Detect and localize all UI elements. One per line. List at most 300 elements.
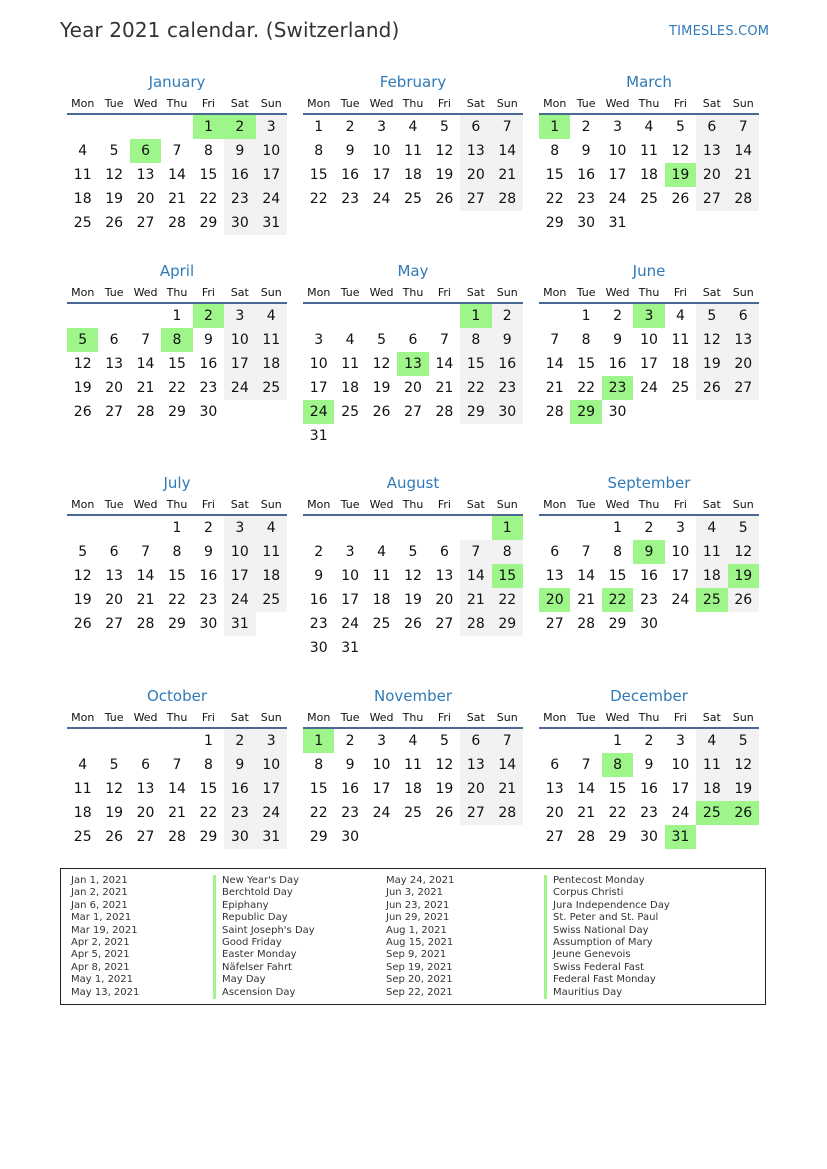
day-cell[interactable]: 12 (728, 540, 759, 564)
day-cell[interactable]: 18 (671, 356, 690, 372)
day-cell[interactable]: 12 (404, 568, 422, 584)
day-cell[interactable]: 28 (136, 616, 155, 632)
day-cell[interactable]: 10 (256, 753, 287, 777)
day-cell[interactable]: 8 (492, 540, 523, 564)
day-cell-holiday[interactable]: 9 (633, 540, 664, 564)
day-cell[interactable]: 29 (309, 829, 328, 845)
day-cell[interactable]: 11 (73, 167, 92, 183)
brand-link[interactable]: TIMESLES.COM (669, 24, 770, 39)
day-cell[interactable]: 31 (341, 640, 360, 656)
day-cell[interactable]: 10 (372, 757, 391, 773)
day-cell[interactable]: 20 (545, 805, 564, 821)
day-cell[interactable]: 16 (577, 167, 596, 183)
day-cell[interactable]: 2 (613, 308, 623, 324)
day-cell[interactable]: 13 (435, 568, 454, 584)
day-cell[interactable]: 26 (696, 376, 727, 400)
day-cell[interactable]: 1 (172, 520, 182, 536)
day-cell[interactable]: 27 (696, 187, 727, 211)
day-cell[interactable]: 20 (105, 380, 124, 396)
day-cell[interactable]: 26 (435, 805, 454, 821)
day-cell[interactable]: 13 (136, 167, 155, 183)
day-cell[interactable]: 11 (256, 328, 287, 352)
day-cell[interactable]: 26 (435, 191, 454, 207)
day-cell[interactable]: 16 (492, 352, 523, 376)
day-cell[interactable]: 16 (341, 167, 360, 183)
day-cell[interactable]: 6 (408, 332, 418, 348)
day-cell[interactable]: 10 (341, 568, 360, 584)
day-cell[interactable]: 21 (168, 805, 186, 821)
day-cell[interactable]: 19 (73, 380, 92, 396)
day-cell-holiday[interactable]: 8 (161, 328, 192, 352)
day-cell[interactable]: 4 (696, 516, 727, 540)
day-cell-holiday[interactable]: 19 (665, 163, 696, 187)
day-cell[interactable]: 27 (105, 616, 124, 632)
day-cell[interactable]: 8 (460, 328, 491, 352)
day-cell[interactable]: 3 (345, 544, 355, 560)
day-cell[interactable]: 19 (435, 167, 454, 183)
day-cell[interactable]: 8 (203, 757, 213, 773)
day-cell[interactable]: 28 (545, 404, 564, 420)
day-cell[interactable]: 21 (492, 777, 523, 801)
day-cell[interactable]: 20 (136, 191, 155, 207)
day-cell[interactable]: 10 (309, 356, 328, 372)
day-cell[interactable]: 5 (377, 332, 387, 348)
day-cell-holiday[interactable]: 19 (728, 564, 759, 588)
day-cell[interactable]: 12 (435, 143, 454, 159)
day-cell[interactable]: 29 (545, 215, 564, 231)
day-cell[interactable]: 7 (492, 115, 523, 139)
day-cell[interactable]: 26 (728, 588, 759, 612)
day-cell[interactable]: 28 (168, 215, 186, 231)
day-cell-holiday[interactable]: 26 (728, 801, 759, 825)
day-cell[interactable]: 7 (439, 332, 449, 348)
day-cell[interactable]: 5 (78, 544, 88, 560)
day-cell[interactable]: 23 (640, 805, 658, 821)
day-cell[interactable]: 21 (577, 805, 596, 821)
day-cell[interactable]: 10 (224, 540, 255, 564)
day-cell[interactable]: 19 (435, 781, 454, 797)
day-cell[interactable]: 5 (439, 119, 449, 135)
day-cell[interactable]: 20 (460, 163, 491, 187)
day-cell[interactable]: 17 (256, 777, 287, 801)
day-cell-holiday[interactable]: 6 (130, 139, 161, 163)
day-cell[interactable]: 20 (404, 380, 422, 396)
day-cell[interactable]: 31 (309, 428, 328, 444)
day-cell[interactable]: 29 (168, 404, 186, 420)
day-cell-holiday[interactable]: 13 (397, 352, 428, 376)
day-cell[interactable]: 14 (460, 564, 491, 588)
day-cell[interactable]: 30 (199, 616, 218, 632)
day-cell[interactable]: 14 (136, 356, 155, 372)
day-cell[interactable]: 6 (550, 757, 560, 773)
day-cell[interactable]: 29 (608, 829, 627, 845)
day-cell[interactable]: 23 (577, 191, 596, 207)
day-cell[interactable]: 22 (199, 805, 218, 821)
day-cell[interactable]: 31 (256, 211, 287, 235)
day-cell[interactable]: 24 (608, 191, 627, 207)
day-cell[interactable]: 11 (404, 757, 422, 773)
day-cell[interactable]: 11 (256, 540, 287, 564)
day-cell-holiday[interactable]: 24 (303, 400, 334, 424)
day-cell[interactable]: 11 (372, 568, 391, 584)
day-cell[interactable]: 2 (345, 119, 355, 135)
day-cell[interactable]: 15 (577, 356, 596, 372)
day-cell[interactable]: 22 (199, 191, 218, 207)
day-cell[interactable]: 13 (136, 781, 155, 797)
day-cell-holiday[interactable]: 23 (602, 376, 633, 400)
day-cell-holiday[interactable]: 3 (633, 304, 664, 328)
day-cell[interactable]: 21 (136, 380, 155, 396)
day-cell[interactable]: 9 (224, 753, 255, 777)
day-cell[interactable]: 23 (224, 801, 255, 825)
day-cell[interactable]: 29 (199, 215, 218, 231)
day-cell[interactable]: 29 (492, 612, 523, 636)
day-cell[interactable]: 6 (460, 729, 491, 753)
day-cell[interactable]: 18 (640, 167, 658, 183)
day-cell[interactable]: 2 (314, 544, 324, 560)
day-cell[interactable]: 11 (696, 753, 727, 777)
day-cell[interactable]: 29 (199, 829, 218, 845)
day-cell[interactable]: 13 (460, 139, 491, 163)
day-cell[interactable]: 15 (608, 568, 627, 584)
day-cell[interactable]: 11 (341, 356, 360, 372)
day-cell[interactable]: 24 (372, 805, 391, 821)
day-cell[interactable]: 21 (545, 380, 564, 396)
day-cell[interactable]: 14 (435, 356, 454, 372)
day-cell[interactable]: 30 (224, 211, 255, 235)
day-cell[interactable]: 31 (256, 825, 287, 849)
day-cell[interactable]: 27 (460, 801, 491, 825)
day-cell[interactable]: 22 (577, 380, 596, 396)
day-cell[interactable]: 24 (256, 187, 287, 211)
day-cell[interactable]: 1 (172, 308, 182, 324)
day-cell[interactable]: 10 (608, 143, 627, 159)
day-cell[interactable]: 1 (613, 520, 623, 536)
day-cell[interactable]: 3 (377, 119, 387, 135)
day-cell[interactable]: 8 (581, 332, 591, 348)
day-cell[interactable]: 17 (309, 380, 328, 396)
day-cell[interactable]: 30 (492, 400, 523, 424)
day-cell[interactable]: 6 (109, 544, 119, 560)
day-cell[interactable]: 12 (435, 757, 454, 773)
day-cell[interactable]: 5 (109, 143, 119, 159)
day-cell[interactable]: 17 (640, 356, 658, 372)
day-cell[interactable]: 27 (545, 616, 564, 632)
day-cell[interactable]: 30 (309, 640, 328, 656)
day-cell[interactable]: 7 (460, 540, 491, 564)
day-cell[interactable]: 9 (644, 757, 654, 773)
day-cell[interactable]: 18 (696, 564, 727, 588)
day-cell[interactable]: 6 (550, 544, 560, 560)
day-cell[interactable]: 8 (550, 143, 560, 159)
day-cell[interactable]: 26 (105, 829, 124, 845)
day-cell[interactable]: 5 (675, 119, 685, 135)
day-cell[interactable]: 30 (640, 616, 658, 632)
day-cell[interactable]: 15 (199, 167, 218, 183)
day-cell[interactable]: 28 (577, 616, 596, 632)
day-cell[interactable]: 17 (372, 167, 391, 183)
day-cell[interactable]: 23 (341, 191, 360, 207)
day-cell[interactable]: 23 (199, 592, 218, 608)
day-cell[interactable]: 21 (460, 588, 491, 612)
day-cell[interactable]: 12 (372, 356, 391, 372)
day-cell[interactable]: 13 (728, 328, 759, 352)
day-cell[interactable]: 14 (577, 568, 596, 584)
day-cell[interactable]: 17 (224, 352, 255, 376)
day-cell[interactable]: 28 (168, 829, 186, 845)
day-cell[interactable]: 25 (640, 191, 658, 207)
day-cell[interactable]: 21 (492, 163, 523, 187)
day-cell[interactable]: 12 (696, 328, 727, 352)
day-cell[interactable]: 7 (141, 544, 151, 560)
day-cell[interactable]: 14 (545, 356, 564, 372)
day-cell[interactable]: 30 (199, 404, 218, 420)
day-cell[interactable]: 4 (78, 143, 88, 159)
day-cell[interactable]: 20 (696, 163, 727, 187)
day-cell[interactable]: 27 (460, 187, 491, 211)
day-cell[interactable]: 14 (492, 753, 523, 777)
day-cell[interactable]: 16 (608, 356, 627, 372)
day-cell[interactable]: 11 (73, 781, 92, 797)
day-cell[interactable]: 2 (345, 733, 355, 749)
day-cell[interactable]: 20 (460, 777, 491, 801)
day-cell[interactable]: 7 (492, 729, 523, 753)
day-cell[interactable]: 18 (696, 777, 727, 801)
day-cell[interactable]: 23 (341, 805, 360, 821)
day-cell[interactable]: 27 (136, 829, 155, 845)
day-cell[interactable]: 24 (256, 801, 287, 825)
day-cell[interactable]: 6 (439, 544, 449, 560)
day-cell[interactable]: 16 (199, 568, 218, 584)
day-cell[interactable]: 8 (203, 143, 213, 159)
day-cell[interactable]: 2 (224, 729, 255, 753)
day-cell[interactable]: 17 (608, 167, 627, 183)
day-cell[interactable]: 4 (408, 733, 418, 749)
day-cell[interactable]: 25 (73, 215, 92, 231)
day-cell[interactable]: 30 (640, 829, 658, 845)
day-cell[interactable]: 21 (577, 592, 596, 608)
day-cell[interactable]: 9 (613, 332, 623, 348)
day-cell[interactable]: 13 (460, 753, 491, 777)
day-cell[interactable]: 4 (644, 119, 654, 135)
day-cell[interactable]: 7 (141, 332, 151, 348)
day-cell[interactable]: 27 (105, 404, 124, 420)
day-cell[interactable]: 4 (256, 304, 287, 328)
day-cell[interactable]: 3 (377, 733, 387, 749)
day-cell[interactable]: 2 (203, 520, 213, 536)
day-cell[interactable]: 25 (256, 376, 287, 400)
day-cell[interactable]: 27 (728, 376, 759, 400)
day-cell[interactable]: 30 (224, 825, 255, 849)
day-cell[interactable]: 7 (728, 115, 759, 139)
day-cell[interactable]: 13 (545, 781, 564, 797)
day-cell[interactable]: 26 (105, 215, 124, 231)
day-cell[interactable]: 15 (199, 781, 218, 797)
day-cell[interactable]: 19 (73, 592, 92, 608)
day-cell[interactable]: 10 (372, 143, 391, 159)
day-cell[interactable]: 10 (256, 139, 287, 163)
day-cell[interactable]: 27 (545, 829, 564, 845)
day-cell[interactable]: 4 (256, 516, 287, 540)
day-cell[interactable]: 14 (136, 568, 155, 584)
day-cell[interactable]: 20 (435, 592, 454, 608)
day-cell[interactable]: 29 (460, 400, 491, 424)
day-cell[interactable]: 18 (73, 805, 92, 821)
day-cell[interactable]: 21 (168, 191, 186, 207)
day-cell-holiday[interactable]: 1 (303, 729, 334, 753)
day-cell[interactable]: 21 (435, 380, 454, 396)
day-cell[interactable]: 22 (309, 805, 328, 821)
day-cell[interactable]: 8 (172, 544, 182, 560)
day-cell[interactable]: 13 (696, 139, 727, 163)
day-cell[interactable]: 7 (550, 332, 560, 348)
day-cell[interactable]: 9 (345, 757, 355, 773)
day-cell[interactable]: 17 (341, 592, 360, 608)
day-cell[interactable]: 8 (314, 757, 324, 773)
day-cell[interactable]: 30 (608, 404, 627, 420)
day-cell[interactable]: 5 (439, 733, 449, 749)
day-cell[interactable]: 6 (109, 332, 119, 348)
day-cell[interactable]: 25 (256, 588, 287, 612)
day-cell[interactable]: 15 (608, 781, 627, 797)
day-cell[interactable]: 14 (168, 781, 186, 797)
day-cell-holiday[interactable]: 25 (696, 801, 727, 825)
day-cell[interactable]: 10 (671, 544, 690, 560)
day-cell[interactable]: 7 (581, 757, 591, 773)
day-cell[interactable]: 22 (460, 376, 491, 400)
day-cell[interactable]: 16 (640, 781, 658, 797)
day-cell[interactable]: 18 (372, 592, 391, 608)
day-cell[interactable]: 11 (696, 540, 727, 564)
day-cell[interactable]: 13 (105, 568, 124, 584)
day-cell[interactable]: 22 (492, 588, 523, 612)
day-cell[interactable]: 22 (168, 592, 186, 608)
day-cell[interactable]: 16 (309, 592, 328, 608)
day-cell[interactable]: 9 (492, 328, 523, 352)
day-cell[interactable]: 23 (640, 592, 658, 608)
day-cell[interactable]: 2 (644, 520, 654, 536)
day-cell[interactable]: 3 (675, 733, 685, 749)
day-cell[interactable]: 27 (136, 215, 155, 231)
day-cell[interactable]: 23 (199, 380, 218, 396)
day-cell[interactable]: 28 (492, 801, 523, 825)
day-cell[interactable]: 1 (581, 308, 591, 324)
day-cell[interactable]: 1 (203, 733, 213, 749)
day-cell[interactable]: 18 (341, 380, 360, 396)
day-cell[interactable]: 27 (404, 404, 422, 420)
day-cell[interactable]: 3 (224, 516, 255, 540)
day-cell[interactable]: 5 (728, 729, 759, 753)
day-cell[interactable]: 28 (577, 829, 596, 845)
day-cell[interactable]: 9 (345, 143, 355, 159)
day-cell[interactable]: 19 (105, 191, 124, 207)
day-cell[interactable]: 6 (141, 757, 151, 773)
day-cell[interactable]: 5 (728, 516, 759, 540)
day-cell[interactable]: 25 (404, 191, 422, 207)
day-cell[interactable]: 2 (492, 304, 523, 328)
day-cell[interactable]: 31 (608, 215, 627, 231)
day-cell-holiday[interactable]: 31 (665, 825, 696, 849)
day-cell-holiday[interactable]: 1 (460, 304, 491, 328)
day-cell[interactable]: 24 (671, 805, 690, 821)
day-cell[interactable]: 9 (203, 332, 213, 348)
day-cell-holiday[interactable]: 1 (193, 115, 224, 139)
day-cell[interactable]: 19 (696, 352, 727, 376)
day-cell[interactable]: 26 (73, 616, 92, 632)
day-cell[interactable]: 8 (613, 544, 623, 560)
day-cell[interactable]: 25 (671, 380, 690, 396)
day-cell[interactable]: 2 (644, 733, 654, 749)
day-cell[interactable]: 24 (671, 592, 690, 608)
day-cell[interactable]: 30 (341, 829, 360, 845)
day-cell[interactable]: 23 (309, 616, 328, 632)
day-cell[interactable]: 4 (408, 119, 418, 135)
day-cell[interactable]: 12 (105, 781, 124, 797)
day-cell[interactable]: 23 (224, 187, 255, 211)
day-cell[interactable]: 18 (404, 167, 422, 183)
day-cell[interactable]: 15 (309, 167, 328, 183)
day-cell[interactable]: 26 (404, 616, 422, 632)
day-cell[interactable]: 2 (581, 119, 591, 135)
day-cell[interactable]: 1 (314, 119, 324, 135)
day-cell[interactable]: 8 (314, 143, 324, 159)
day-cell[interactable]: 4 (345, 332, 355, 348)
day-cell[interactable]: 12 (671, 143, 690, 159)
day-cell[interactable]: 4 (675, 308, 685, 324)
day-cell[interactable]: 6 (460, 115, 491, 139)
day-cell[interactable]: 19 (372, 380, 391, 396)
day-cell[interactable]: 4 (696, 729, 727, 753)
day-cell[interactable]: 17 (372, 781, 391, 797)
day-cell[interactable]: 16 (341, 781, 360, 797)
day-cell[interactable]: 10 (224, 328, 255, 352)
day-cell[interactable]: 15 (309, 781, 328, 797)
day-cell[interactable]: 25 (404, 805, 422, 821)
day-cell[interactable]: 17 (224, 564, 255, 588)
day-cell[interactable]: 11 (404, 143, 422, 159)
day-cell[interactable]: 31 (224, 612, 255, 636)
day-cell[interactable]: 27 (435, 616, 454, 632)
day-cell[interactable]: 9 (203, 544, 213, 560)
day-cell[interactable]: 28 (728, 187, 759, 211)
day-cell-holiday[interactable]: 29 (570, 400, 601, 424)
day-cell[interactable]: 22 (309, 191, 328, 207)
day-cell[interactable]: 20 (136, 805, 155, 821)
day-cell[interactable]: 29 (608, 616, 627, 632)
day-cell[interactable]: 12 (73, 568, 92, 584)
day-cell[interactable]: 11 (671, 332, 690, 348)
day-cell[interactable]: 12 (105, 167, 124, 183)
day-cell[interactable]: 17 (256, 163, 287, 187)
day-cell[interactable]: 25 (372, 616, 391, 632)
day-cell[interactable]: 3 (256, 729, 287, 753)
day-cell[interactable]: 19 (404, 592, 422, 608)
day-cell[interactable]: 14 (577, 781, 596, 797)
day-cell[interactable]: 9 (581, 143, 591, 159)
day-cell[interactable]: 19 (728, 777, 759, 801)
day-cell-holiday[interactable]: 2 (224, 115, 255, 139)
day-cell[interactable]: 24 (224, 588, 255, 612)
day-cell[interactable]: 18 (256, 352, 287, 376)
day-cell[interactable]: 17 (671, 568, 690, 584)
day-cell[interactable]: 18 (73, 191, 92, 207)
day-cell-holiday[interactable]: 8 (602, 753, 633, 777)
day-cell[interactable]: 26 (671, 191, 690, 207)
day-cell[interactable]: 4 (78, 757, 88, 773)
day-cell-holiday[interactable]: 22 (602, 588, 633, 612)
day-cell[interactable]: 26 (73, 404, 92, 420)
day-cell-holiday[interactable]: 20 (539, 588, 570, 612)
